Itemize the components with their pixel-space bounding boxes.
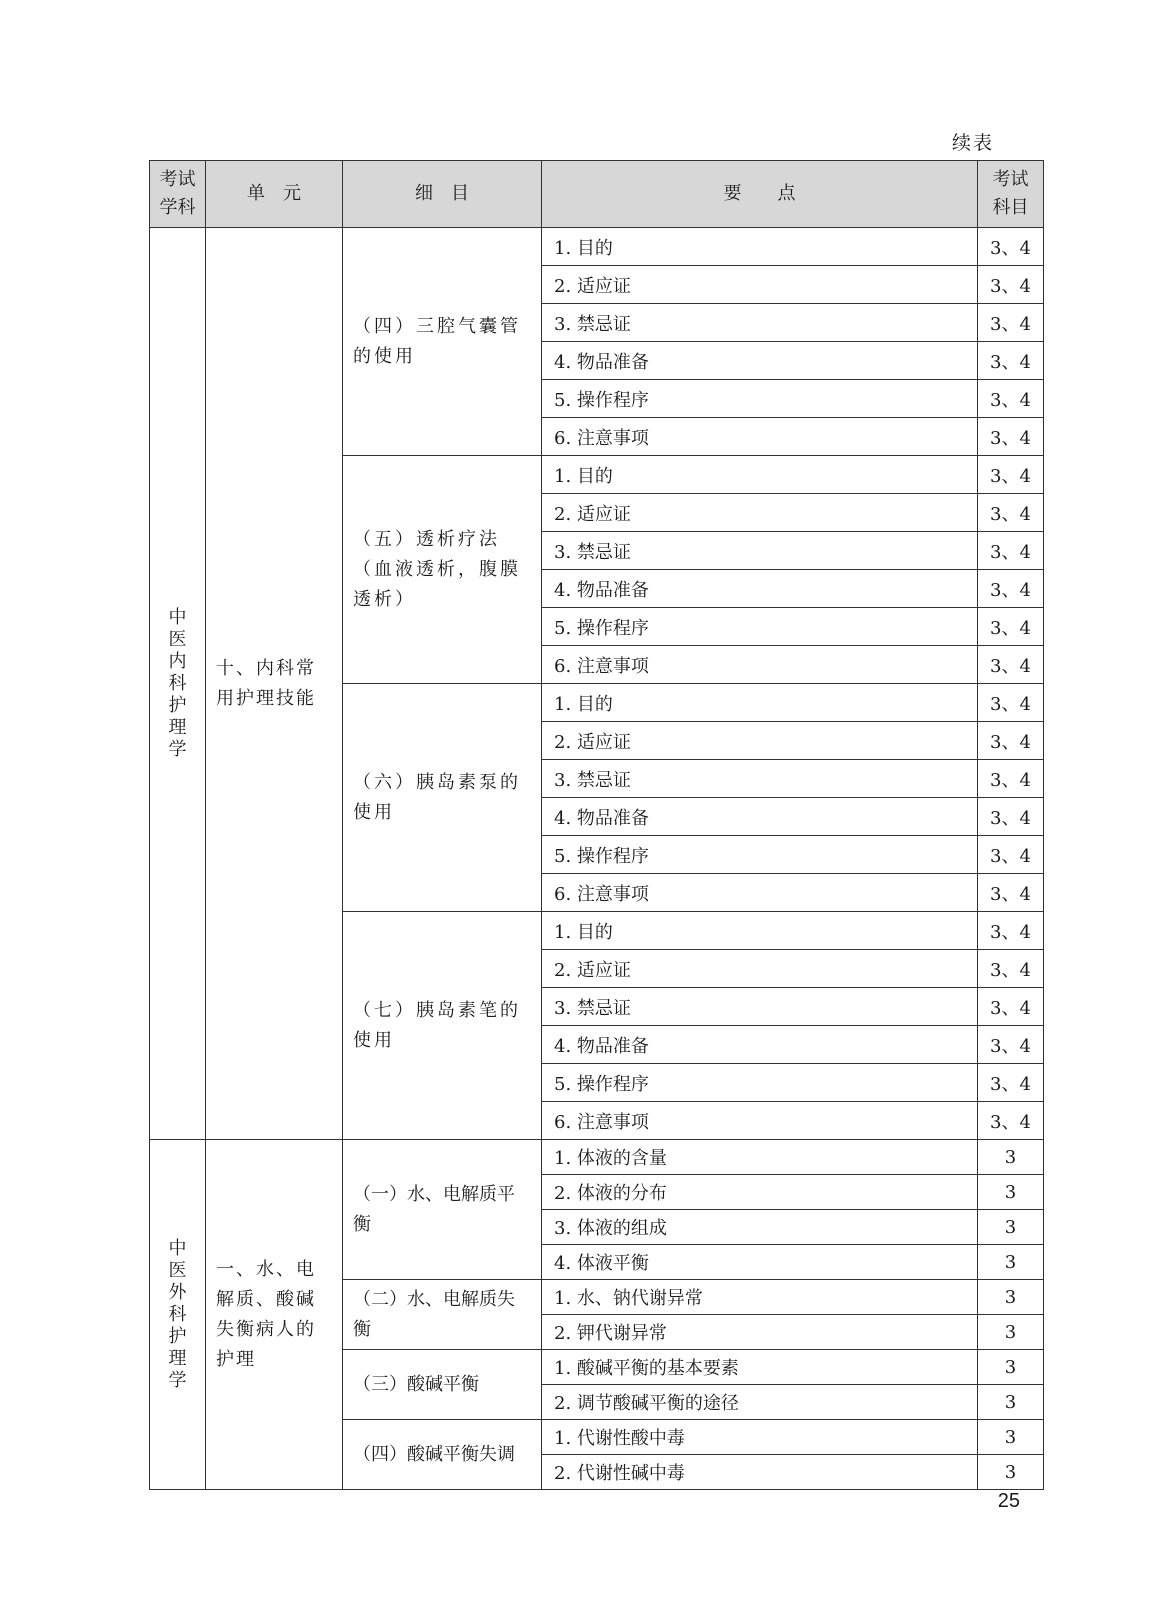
exam-code-cell: 3、4 [978,304,1044,342]
point-cell: 1. 代谢性酸中毒 [542,1420,978,1455]
point-cell: 1. 酸碱平衡的基本要素 [542,1350,978,1385]
exam-code-cell: 3 [978,1175,1044,1210]
point-cell: 2. 适应证 [542,722,978,760]
header-exam-code: 考试科目 [978,161,1044,228]
item-cell: （一）水、电解质平衡 [343,1140,542,1280]
table-row [150,228,1044,266]
exam-code-cell: 3、4 [978,1102,1044,1140]
point-cell: 2. 钾代谢异常 [542,1315,978,1350]
exam-code-cell: 3、4 [978,798,1044,836]
exam-code-cell: 3、4 [978,646,1044,684]
point-cell: 3. 禁忌证 [542,532,978,570]
exam-code-cell: 3 [978,1455,1044,1490]
continued-table-label: 续表 [951,132,994,154]
page-number: 25 [997,1490,1020,1512]
point-cell: 6. 注意事项 [542,874,978,912]
exam-code-cell: 3 [978,1210,1044,1245]
point-cell: 4. 物品准备 [542,798,978,836]
point-cell: 4. 体液平衡 [542,1245,978,1280]
exam-code-cell: 3 [978,1140,1044,1175]
table-header-row [150,161,1044,228]
item-cell: （三）酸碱平衡 [343,1350,542,1420]
item-cell: （七）胰岛素笔的使用 [343,912,542,1140]
exam-code-cell: 3、4 [978,228,1044,266]
exam-code-cell: 3、4 [978,874,1044,912]
table-body [150,228,1044,1490]
exam-code-cell: 3、4 [978,950,1044,988]
exam-code-cell: 3、4 [978,760,1044,798]
unit-cell: 一、水、电解质、酸碱失衡病人的护理 [206,1140,343,1490]
point-cell: 1. 目的 [542,912,978,950]
point-cell: 1. 水、钠代谢异常 [542,1280,978,1315]
point-cell: 2. 调节酸碱平衡的途径 [542,1385,978,1420]
subject-name: 中医外科护理学 [168,1237,187,1391]
point-cell: 2. 代谢性碱中毒 [542,1455,978,1490]
item-cell: （五）透析疗法（血液透析，腹膜透析） [343,456,542,684]
point-cell: 3. 禁忌证 [542,304,978,342]
exam-code-cell: 3 [978,1280,1044,1315]
point-cell: 5. 操作程序 [542,380,978,418]
table-row [150,1140,1044,1175]
point-cell: 4. 物品准备 [542,1026,978,1064]
exam-code-cell: 3 [978,1420,1044,1455]
subject-cell [150,1140,206,1490]
header-subject: 考试学科 [150,161,206,228]
point-cell: 6. 注意事项 [542,646,978,684]
exam-code-cell: 3、4 [978,684,1044,722]
point-cell: 4. 物品准备 [542,342,978,380]
unit-cell: 十、内科常用护理技能 [206,228,343,1140]
exam-code-cell: 3、4 [978,418,1044,456]
subject-name: 中医内科护理学 [168,606,187,760]
exam-code-cell: 3、4 [978,342,1044,380]
point-cell: 2. 体液的分布 [542,1175,978,1210]
point-cell: 6. 注意事项 [542,1102,978,1140]
exam-code-cell: 3、4 [978,1064,1044,1102]
item-cell: （二）水、电解质失衡 [343,1280,542,1350]
exam-code-cell: 3 [978,1385,1044,1420]
item-cell: （四）酸碱平衡失调 [343,1420,542,1490]
point-cell: 5. 操作程序 [542,608,978,646]
exam-code-cell: 3、4 [978,570,1044,608]
point-cell: 5. 操作程序 [542,1064,978,1102]
syllabus-table [149,160,1044,1490]
point-cell: 3. 禁忌证 [542,760,978,798]
header-point: 要 点 [542,161,978,228]
exam-code-cell: 3、4 [978,988,1044,1026]
exam-code-cell: 3 [978,1245,1044,1280]
point-cell: 1. 体液的含量 [542,1140,978,1175]
point-cell: 1. 目的 [542,228,978,266]
exam-code-cell: 3、4 [978,380,1044,418]
header-item: 细 目 [343,161,542,228]
point-cell: 1. 目的 [542,456,978,494]
exam-code-cell: 3、4 [978,836,1044,874]
point-cell: 2. 适应证 [542,494,978,532]
exam-code-cell: 3、4 [978,266,1044,304]
header-unit: 单 元 [206,161,343,228]
exam-code-cell: 3、4 [978,532,1044,570]
item-cell: （六）胰岛素泵的使用 [343,684,542,912]
exam-code-cell: 3、4 [978,608,1044,646]
exam-code-cell: 3 [978,1315,1044,1350]
point-cell: 1. 目的 [542,684,978,722]
point-cell: 5. 操作程序 [542,836,978,874]
point-cell: 2. 适应证 [542,266,978,304]
exam-code-cell: 3、4 [978,456,1044,494]
point-cell: 2. 适应证 [542,950,978,988]
exam-code-cell: 3、4 [978,722,1044,760]
point-cell: 6. 注意事项 [542,418,978,456]
exam-code-cell: 3 [978,1350,1044,1385]
item-cell: （四）三腔气囊管的使用 [343,228,542,456]
exam-code-cell: 3、4 [978,494,1044,532]
point-cell: 4. 物品准备 [542,570,978,608]
exam-code-cell: 3、4 [978,912,1044,950]
point-cell: 3. 禁忌证 [542,988,978,1026]
exam-code-cell: 3、4 [978,1026,1044,1064]
point-cell: 3. 体液的组成 [542,1210,978,1245]
subject-cell [150,228,206,1140]
